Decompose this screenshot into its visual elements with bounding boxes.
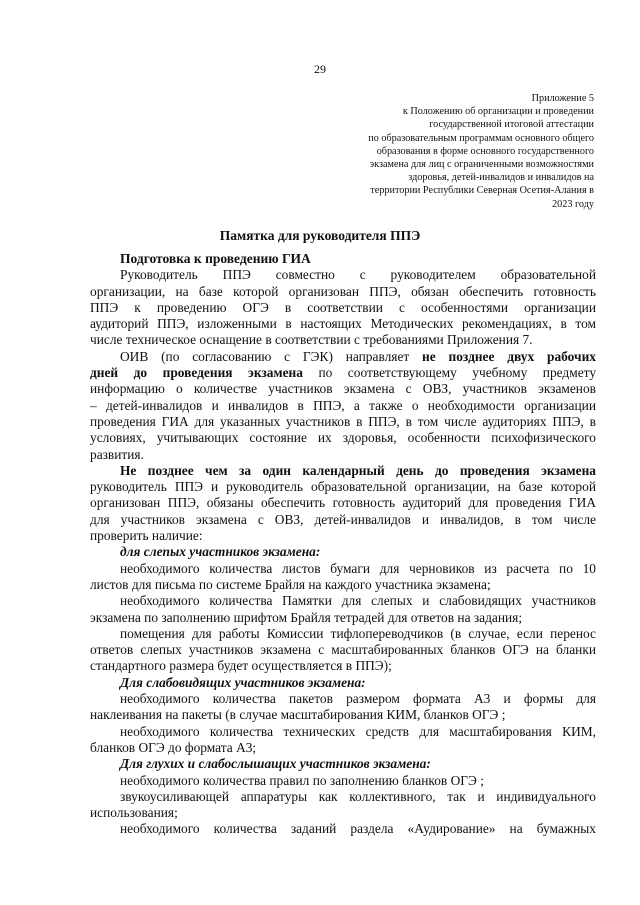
- appendix-line: 2023 году: [552, 198, 594, 210]
- list-item-line: необходимого количества технических средств для масштабирования КИМ,: [120, 723, 596, 739]
- list-item-line: использования;: [90, 805, 178, 821]
- paragraph-line: – детей-инвалидов и инвалидов в ППЭ, а также о необходимости организации: [90, 397, 596, 413]
- paragraph-line: условиях, учитывающих состояние их здоровья, особенности психофизического: [90, 430, 596, 446]
- emphasis-text: дней до проведения экзамена: [90, 365, 303, 381]
- appendix-line: образования в форме основного государственного: [376, 145, 594, 157]
- list-item-line: звукоусиливающей аппаратуры как коллективного, так и индивидуального: [120, 788, 596, 804]
- emphasis-text: Не позднее чем за один календарный день до проведения экзамена: [120, 462, 596, 478]
- category-heading-deaf: Для глухих и слабослышащих участников экзамена:: [120, 756, 431, 772]
- paragraph-line: ППЭ к проведению ОГЭ в соответствии с особенностями организации: [90, 299, 596, 315]
- paragraph-line: проведения ГИА для указанных участников в ППЭ, в том числе аудиториях ППЭ, в: [90, 413, 596, 429]
- category-heading-low-vision: Для слабовидящих участников экзамена:: [120, 674, 366, 690]
- paragraph-line: проверить наличие:: [90, 528, 203, 544]
- section-heading: Подготовка к проведению ГИА: [120, 251, 311, 266]
- paragraph-line: [120, 349, 596, 365]
- appendix-line: к Положению об организации и проведении: [402, 106, 594, 118]
- paragraph-line: организации, на базе которой организован ППЭ, обязан обеспечить готовность: [90, 283, 596, 299]
- paragraph-line: для участников экзамена с ОВЗ, детей-инвалидов и инвалидов, в том числе: [90, 511, 596, 527]
- paragraph-line: развития.: [90, 446, 144, 462]
- appendix-line: Приложение 5: [531, 93, 594, 104]
- list-item-line: ответов слепых участников экзамена с масштабированных бланков ОГЭ на бланки: [90, 642, 596, 658]
- paragraph-line: организован ППЭ, обязаны обеспечить готовность аудиторий для проведения ГИА: [90, 495, 596, 511]
- emphasis-text: не позднее двух рабочих: [422, 348, 596, 364]
- list-item-line: наклеивания на пакеты (в случае масштабирования КИМ, бланков ОГЭ ;: [90, 707, 506, 723]
- appendix-line: государственной итоговой аттестации: [429, 119, 594, 131]
- category-heading-blind: для слепых участников экзамена:: [120, 544, 321, 560]
- page-number: 29: [314, 62, 326, 76]
- list-item-line: стандартного размера будет осуществляется в ППЭ);: [90, 658, 392, 674]
- text-run: по соответствующему учебному предмету: [302, 365, 597, 381]
- paragraph-line: Руководитель ППЭ совместно с руководителем образовательной: [120, 267, 596, 283]
- list-item-line: бланков ОГЭ до формата А3;: [90, 739, 257, 755]
- list-item-line: необходимого количества заданий раздела «Аудирование» на бумажных: [120, 821, 596, 837]
- appendix-line: территории Республики Северная Осетия-Алания в: [370, 185, 594, 197]
- list-item-line: необходимого количества правил по заполнению бланков ОГЭ ;: [120, 772, 484, 788]
- appendix-line: здоровья, детей-инвалидов и инвалидов на: [408, 172, 594, 184]
- paragraph-line: руководитель ППЭ и руководитель образовательной организации, на базе которой: [90, 479, 596, 495]
- list-item-line: необходимого количества листов бумаги для черновиков из расчета по 10: [120, 560, 596, 576]
- paragraph-line: [120, 463, 596, 479]
- list-item-line: необходимого количества Памятки для слепых и слабовидящих участников: [120, 593, 596, 609]
- list-item-line: помещения для работы Комиссии тифлопереводчиков (в случае, если перенос: [120, 625, 596, 641]
- paragraph-line: числе техническое оснащение в соответствии с требованиями Приложения 7.: [90, 332, 533, 348]
- appendix-line: экзамена для лиц с ограниченными возможностями: [369, 159, 594, 171]
- text-run: ОИВ (по согласованию с ГЭК) направляет: [120, 348, 423, 364]
- list-item-line: необходимого количества пакетов размером формата А3 и формы для: [120, 691, 596, 707]
- list-item-line: листов для письма по системе Брайля на каждого участника экзамена;: [90, 576, 491, 592]
- document-title: Памятка для руководителя ППЭ: [219, 228, 421, 243]
- appendix-line: по образовательным программам основного общего: [368, 132, 594, 144]
- appendix-note: [320, 92, 594, 211]
- document-body: [90, 251, 597, 838]
- paragraph-line: [90, 365, 596, 381]
- paragraph-line: аудиторий ППЭ, изложенными в настоящих Методических рекомендациях, в том: [90, 316, 596, 332]
- list-item-line: экзамена по заполнению шрифтом Брайля тетрадей для ответов на задания;: [90, 609, 523, 625]
- paragraph-line: информацию о количестве участников экзамена с ОВЗ, участников экзаменов: [90, 381, 596, 397]
